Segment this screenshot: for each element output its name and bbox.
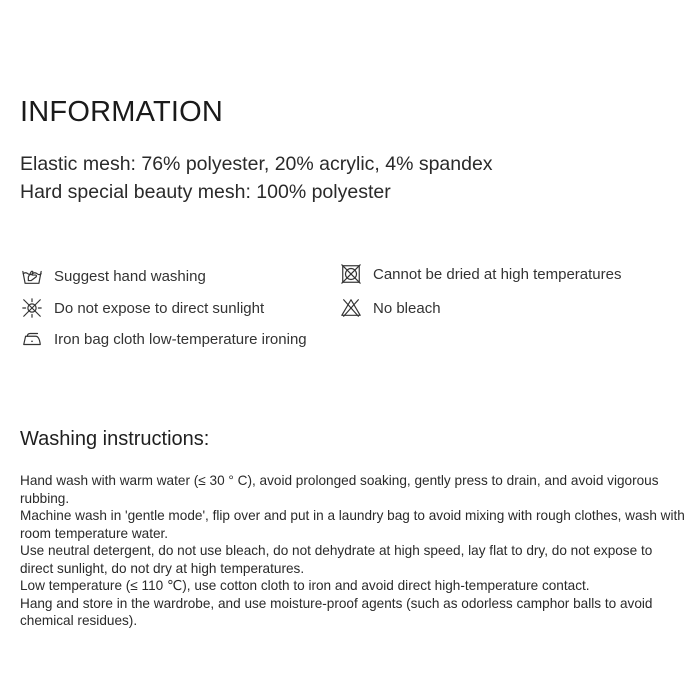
material-hard-mesh: Hard special beauty mesh: 100% polyester (20, 181, 391, 203)
instruction-detergent: Use neutral detergent, do not use bleach, do not dehydrate at high speed, lay flat to dry, do not expose to direct sunlight, do not dry at high temperatures. (20, 543, 653, 576)
no-tumble-dry-icon (339, 262, 363, 286)
instruction-ironing: Low temperature (≤ 110 ℃), use cotton cloth to iron and avoid direct high-temperature contact. (20, 578, 590, 593)
no-bleach-icon (339, 296, 363, 320)
hand-wash-icon (20, 264, 44, 288)
care-item-no-bleach (339, 296, 441, 320)
care-item-hand-wash (20, 264, 206, 288)
care-label-hand-wash: Suggest hand washing (54, 267, 206, 285)
no-sunlight-icon (20, 296, 44, 320)
instruction-hand-wash: Hand wash with warm water (≤ 30 ° C), avoid prolonged soaking, gently press to drain, and avoid vigorous rubbing. (20, 473, 659, 506)
care-item-no-tumble-dry (339, 262, 622, 286)
material-elastic-mesh: Elastic mesh: 76% polyester, 20% acrylic, 4% spandex (20, 153, 493, 175)
washing-instructions-list (20, 472, 685, 630)
care-label-no-bleach: No bleach (373, 299, 441, 317)
care-label-no-sunlight: Do not expose to direct sunlight (54, 299, 265, 317)
care-item-low-iron (20, 327, 307, 351)
instruction-storage: Hang and store in the wardrobe, and use moisture-proof agents (such as odorless camphor balls to avoid chemical residues). (20, 595, 653, 628)
care-label-low-iron: Iron bag cloth low-temperature ironing (54, 330, 307, 348)
instruction-machine-wash: Machine wash in 'gentle mode', flip over and put in a laundry bag to avoid mixing with rough clothes, wash with room temperature water. (20, 508, 685, 541)
low-iron-icon (20, 327, 44, 351)
page-title: INFORMATION (20, 96, 224, 128)
care-label-no-tumble-dry: Cannot be dried at high temperatures (373, 265, 622, 283)
washing-instructions-title: Washing instructions: (20, 428, 210, 450)
care-item-no-sunlight (20, 296, 264, 320)
materials-list (20, 150, 493, 206)
